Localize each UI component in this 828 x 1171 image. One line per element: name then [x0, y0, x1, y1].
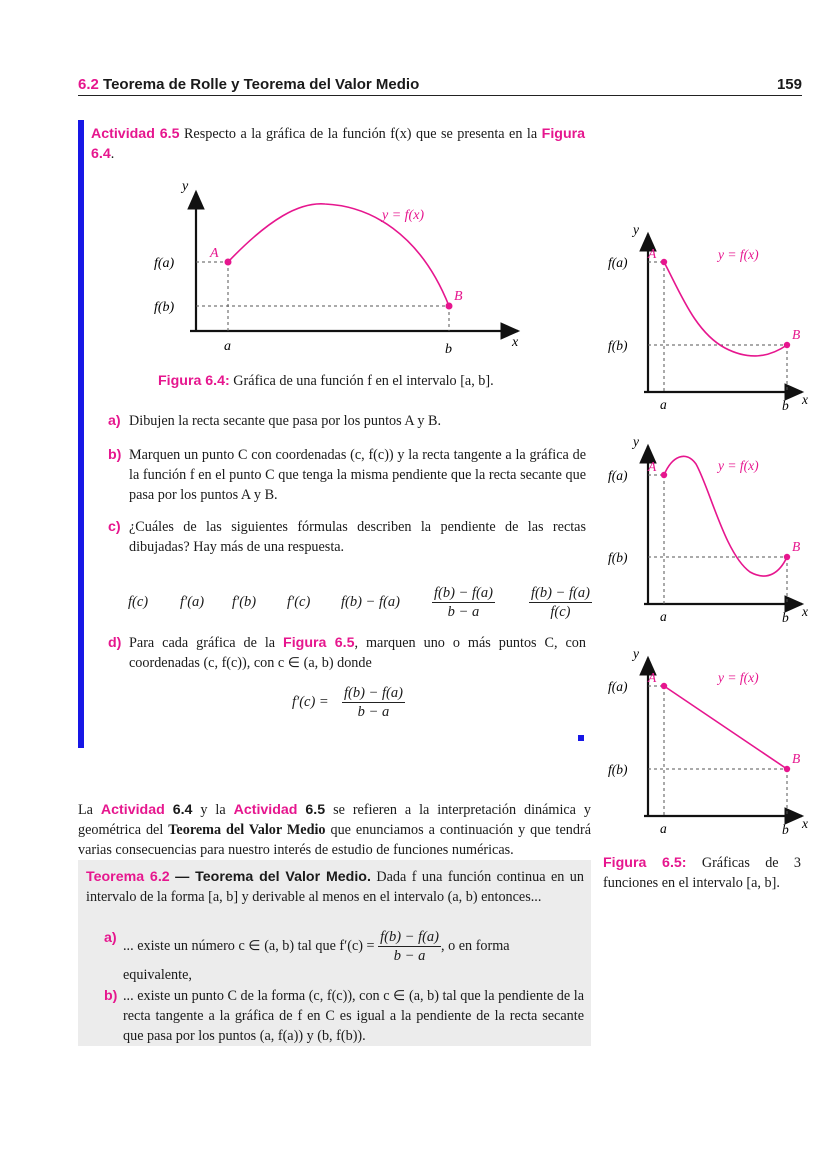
tick-a-label: a: [224, 339, 231, 354]
end-of-activity-marker: [578, 735, 584, 741]
activity-6-4-ref: Actividad: [100, 802, 165, 818]
activity-sidebar-bar: [78, 120, 84, 748]
item-c: c) ¿Cuáles de las siguientes fórmulas describen la pendiente de las rectas dibujadas? Hay más de una respuesta.: [108, 519, 586, 555]
formula-ratio-fc: $\frac{f(b) - f(a)}{f(c)}$: [531, 585, 590, 620]
svg-text:y = f(x): y = f(x): [718, 670, 759, 685]
svg-text:x: x: [802, 604, 808, 619]
theorem-label: Teorema 6.2: [86, 869, 170, 885]
display-eq-lhs: f′(c) =: [292, 694, 329, 710]
point-b-label: B: [454, 289, 463, 304]
activity-intro: Actividad 6.5 Respecto a la gráfica de la función f(x) que se presenta en la Figura 6.4.: [91, 126, 586, 162]
header-rule: [78, 95, 802, 96]
theorem-title: — Teorema del Valor Medio.: [175, 869, 371, 885]
figure-6-5-caption: Figura 6.5: Gráficas de 3 funciones en el intervalo [a, b].: [603, 855, 801, 891]
page-number: 159: [776, 76, 802, 93]
svg-text:B: B: [792, 751, 801, 766]
activity-6-5-ref: Actividad: [233, 802, 298, 818]
theorem-item-a: a) ... existe un número c ∈ (a, b) tal que f′(c) = $\frac{f(b) - f(a)}{b - a}$ , o en forma equivalente,: [104, 929, 510, 983]
figure-6-5: [600, 222, 818, 862]
svg-text:f(a): f(a): [608, 255, 628, 270]
svg-text:f(b): f(b): [608, 338, 628, 353]
activity-intro-text: Respecto a la gráfica de la función f(x) que se presenta en la: [183, 126, 538, 142]
svg-text:f(a): f(a): [608, 468, 628, 483]
item-a: a) Dibujen la recta secante que pasa por los puntos A y B.: [108, 413, 442, 429]
formula-f-c: f(c): [128, 594, 149, 610]
point-a-label: A: [210, 246, 219, 261]
theorem-intro: Teorema 6.2 — Teorema del Valor Medio. Dada f una función continua en un intervalo de la forma [a, b] y derivable al menos en el intervalo (a, b) entonces...: [86, 869, 584, 905]
svg-text:y = f(x): y = f(x): [718, 247, 759, 262]
svg-text:y: y: [633, 646, 639, 661]
svg-text:b: b: [782, 610, 789, 625]
svg-text:f(a): f(a): [608, 679, 628, 694]
figure-6-5-panel-3: [608, 646, 808, 837]
svg-text:y: y: [633, 434, 639, 449]
activity-figure-ref: Figura 6.4: [91, 126, 586, 162]
x-axis-label: x: [512, 335, 519, 350]
svg-text:x: x: [802, 816, 808, 831]
svg-text:f(b): f(b): [608, 762, 628, 777]
section-number: 6.2: [78, 76, 99, 93]
formula-fprime-a: f′(a): [180, 594, 205, 610]
svg-text:B: B: [792, 327, 801, 342]
body-paragraph: La Actividad 6.4 y la Actividad 6.5 se refieren a la interpretación dinámica y geométrica del Teorema del Valor Medio que enunciamos a continuación y que tendrá varias consecuencias para nuestro interés de estudio de funciones numéricas.: [78, 802, 592, 858]
figure-6-5-panel-2: [608, 434, 808, 625]
item-d: d) Para cada gráfica de la Figura 6.5, marquen uno o más puntos C, con coordenadas (c, f(c)), con c ∈ (a, b) donde: [108, 635, 586, 671]
point-b-marker: [446, 303, 453, 310]
svg-text:b: b: [782, 822, 789, 837]
display-eq-fraction: $\frac{f(b) - f(a)}{b - a}$: [344, 685, 403, 720]
figure-6-4-caption: Figura 6.4: Gráfica de una función f en el intervalo [a, b].: [158, 373, 494, 389]
svg-text:a: a: [660, 821, 667, 836]
formula-fprime-c: f′(c): [287, 594, 311, 610]
svg-text:a: a: [660, 397, 667, 412]
svg-text:B: B: [792, 539, 801, 554]
figure-6-5-panel-1: [608, 222, 808, 413]
theorem-fraction: $\frac{f(b) - f(a)}{b - a}$: [380, 929, 440, 964]
svg-text:y = f(x): y = f(x): [718, 458, 759, 473]
formula-secant-slope: $\frac{f(b) - f(a)}{b - a}$: [434, 585, 493, 620]
figure-6-4: [140, 178, 540, 358]
curve-label: y = f(x): [382, 208, 425, 223]
item-d-figure-ref: Figura 6.5: [283, 635, 355, 651]
point-a-marker: [225, 259, 232, 266]
formula-difference: f(b) − f(a): [341, 594, 400, 610]
item-b: b) Marquen un punto C con coordenadas (c, f(c)) y la recta tangente a la gráfica de la función f en el punto C que tenga la misma pendiente que la recta secante que pasa por los puntos A y B.: [108, 447, 586, 503]
svg-text:f(b): f(b): [608, 550, 628, 565]
svg-text:a: a: [660, 609, 667, 624]
theorem-box: [78, 860, 591, 1046]
svg-text:A: A: [648, 246, 657, 261]
fb-label: f(b): [154, 300, 175, 315]
svg-text:x: x: [802, 392, 808, 407]
tick-b-label: b: [445, 342, 452, 357]
section-title: Teorema de Rolle y Teorema del Valor Medio: [103, 76, 420, 93]
formula-fprime-b: f′(b): [232, 594, 257, 610]
fa-label: f(a): [154, 256, 175, 271]
theorem-item-b: b) ... existe un punto C de la forma (c, f(c)), con c ∈ (a, b) tal que la pendiente de la recta tangente a la gráfica de f en C es igual a la pendiente de la recta secante que pasa por los puntos (a, f(a)) y (b, f(b)).: [104, 988, 584, 1044]
activity-label: Actividad 6.5: [91, 126, 180, 142]
y-axis-label: y: [182, 179, 189, 194]
running-header: [78, 76, 802, 93]
svg-text:A: A: [648, 670, 657, 685]
svg-text:A: A: [648, 459, 657, 474]
svg-text:b: b: [782, 398, 789, 413]
svg-text:y: y: [633, 222, 639, 237]
